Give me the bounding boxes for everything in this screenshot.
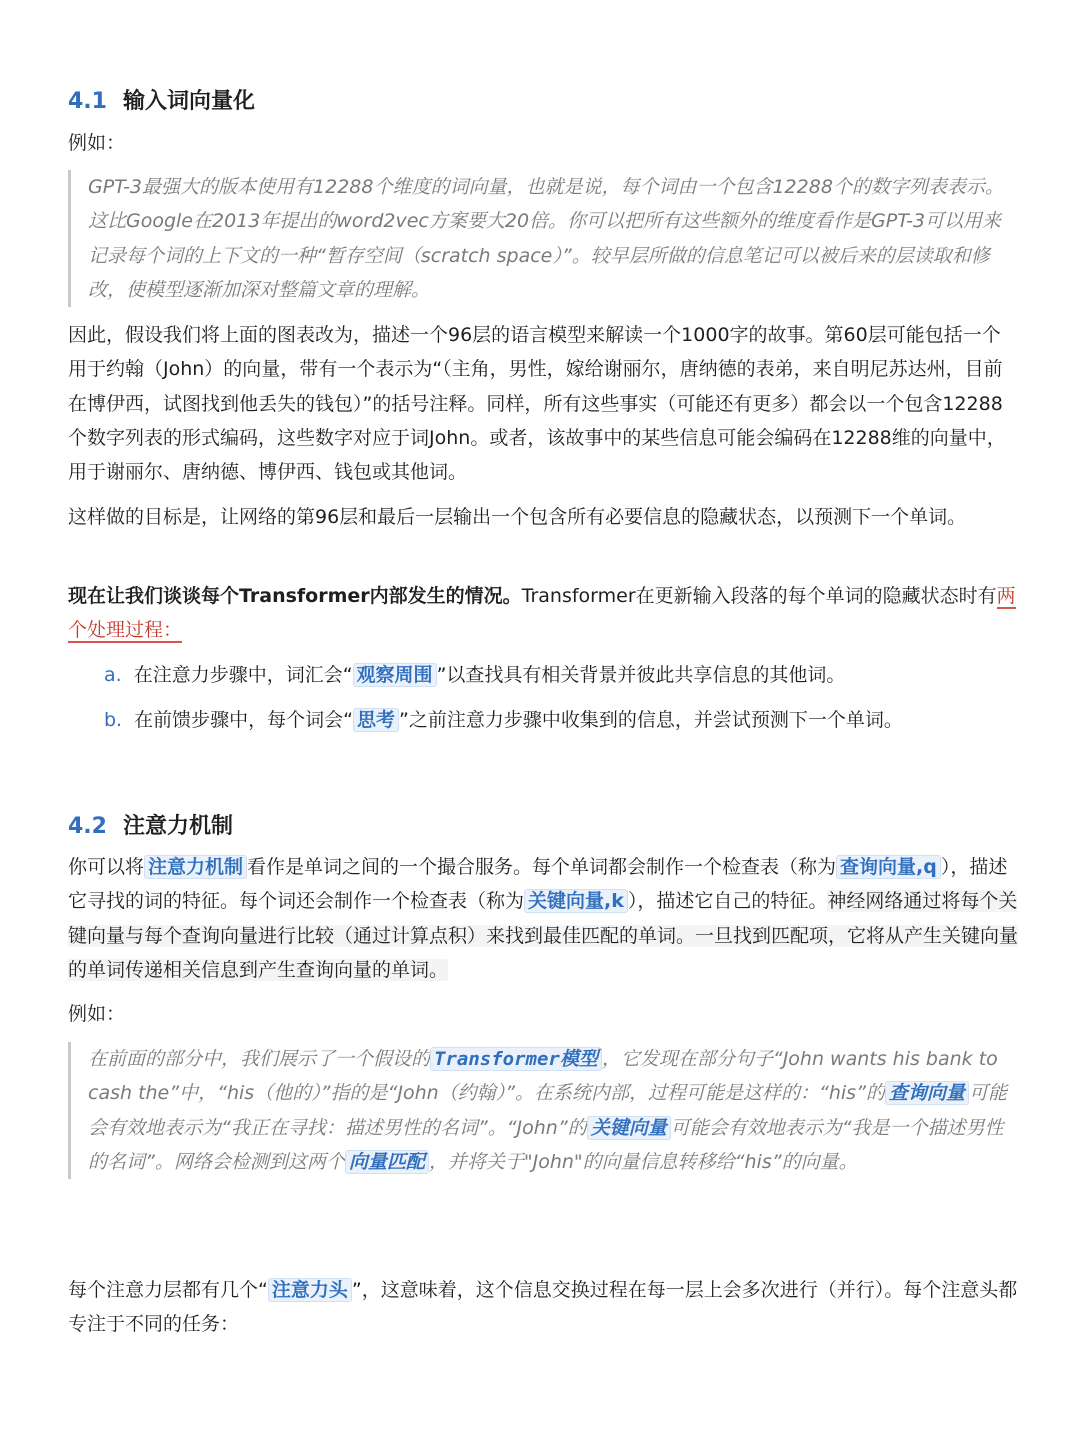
section-title: 输入词向量化	[122, 89, 255, 114]
paragraph-attention-heads	[68, 1273, 1018, 1342]
list-marker: b.	[104, 709, 123, 731]
blockquote-gpt3	[68, 170, 1018, 307]
para-text: ），描述它自己的特征。	[627, 890, 828, 913]
keyword-query-vector[interactable]: 查询向量,q	[836, 855, 941, 879]
para-text: 你可以将	[68, 856, 145, 878]
keyword-think[interactable]: 思考	[353, 708, 399, 732]
quote-text: GPT-3最强大的版本使用有12288个维度的词向量，也就是说，每个词由一个包含12288个的数字列表表示。这比Google在2013年提出的word2vec方案要大20倍。你可以把所有这些额外的维度看作是GPT-3可以用来记录每个词的上下文的一种“暂存空间（scratch space）”。较早层所做的信息笔记可以被后来的层读取和修改，使模型逐渐加深对整篇文章的理解。	[88, 176, 1004, 301]
blockquote-john	[68, 1042, 1018, 1179]
keyword-query-vector-2[interactable]: 查询向量	[885, 1081, 969, 1105]
para-text: ），描述它寻找的词的特征。每个词还会制作一个检查表（称为	[68, 856, 1008, 913]
list-marker: a.	[104, 664, 122, 686]
keyword-look-around[interactable]: 观察周围	[353, 663, 437, 687]
keyword-key-vector[interactable]: 关键向量,k	[524, 889, 628, 913]
quote-text: 可能会有效地表示为“我正在寻找：描述男性的名词”。“John”的	[88, 1082, 1007, 1139]
keyword-attention[interactable]: 注意力机制	[144, 855, 247, 879]
section-title: 注意力机制	[122, 814, 233, 839]
quote-text: ，它发现在部分句子“John wants his bank to cash the”中，“his（他的）”指的是“John（约翰）”。在系统内部，过程可能是这样的：“his”的	[88, 1048, 998, 1105]
quote-text: 在前面的部分中，我们展示了一个假设的	[88, 1048, 431, 1070]
list-item-a	[104, 658, 1024, 692]
keyword-attention-heads[interactable]: 注意力头	[268, 1278, 352, 1302]
list-text: ”之前注意力步骤中收集到的信息，并尝试预测下一个单词。	[398, 709, 903, 731]
keyword-key-vector-2[interactable]: 关键向量	[587, 1116, 671, 1140]
bold-lead: 现在让我们谈谈每个Transformer内部发生的情况。	[68, 585, 522, 607]
section-heading-4-1	[68, 84, 1018, 115]
para-text: 每个注意力层都有几个“	[68, 1279, 268, 1301]
keyword-transformer-model[interactable]: Transformer模型	[430, 1047, 602, 1071]
example-label-2: 例如：	[68, 1003, 126, 1025]
list-text: 在前馈步骤中，每个词会“	[134, 709, 353, 731]
keyword-vector-match[interactable]: 向量匹配	[345, 1150, 429, 1174]
section-heading-4-2	[68, 809, 1018, 840]
section-number: 4.2	[68, 814, 107, 839]
example-label: 例如：	[68, 132, 126, 154]
paragraph-transformer	[68, 579, 1018, 648]
quote-text: 可能会有效地表示为“我是一个描述男性的名词”。网络会检测到这两个	[88, 1116, 1004, 1173]
two-processes-link[interactable]: 两个处理过程：	[68, 585, 1016, 642]
paragraph-attention	[68, 850, 1018, 987]
section-number: 4.1	[68, 89, 107, 114]
highlighted-text: 神经网络通过将每个关键向量与每个查询向量进行比较（通过计算点积）来找到最佳匹配的单词。一旦找到匹配项，它将从产生关键向量的单词传递相关信息到产生查询向量的单词。	[68, 890, 1019, 981]
para-text: Transformer在更新输入段落的每个单词的隐藏状态时有	[521, 585, 997, 607]
para-text: ”，这意味着，这个信息交换过程在每一层上会多次进行（并行）。每个注意头都专注于不同的任务：	[68, 1279, 1018, 1336]
list-text: ”以查找具有相关背景并彼此共享信息的其他词。	[436, 664, 846, 686]
paragraph-96-layers: 因此，假设我们将上面的图表改为，描述一个96层的语言模型来解读一个1000字的故事。第60层可能包括一个用于约翰（John）的向量，带有一个表示为“（主角，男性，嫁给谢丽尔，唐纳德的表弟，来自明尼苏达州，目前在博伊西，试图找到他丢失的钱包）”的括号注释。同样，所有这些事实（可能还有更多）都会以一个包含12288个数字列表的形式编码，这些数字对应于词John。或者，该故事中的某些信息可能会编码在12288维的向量中，用于谢丽尔、唐纳德、博伊西、钱包或其他词。	[68, 324, 1006, 484]
list-item-b	[104, 703, 1024, 737]
paragraph-goal: 这样做的目标是，让网络的第96层和最后一层输出一个包含所有必要信息的隐藏状态，以预测下一个单词。	[68, 506, 967, 528]
quote-text: ，并将关于"John"的向量信息转移给“his”的向量。	[428, 1150, 858, 1173]
list-text: 在注意力步骤中，词汇会“	[133, 664, 353, 686]
para-text: 看作是单词之间的一个撮合服务。每个单词都会制作一个检查表（称为	[247, 856, 837, 878]
